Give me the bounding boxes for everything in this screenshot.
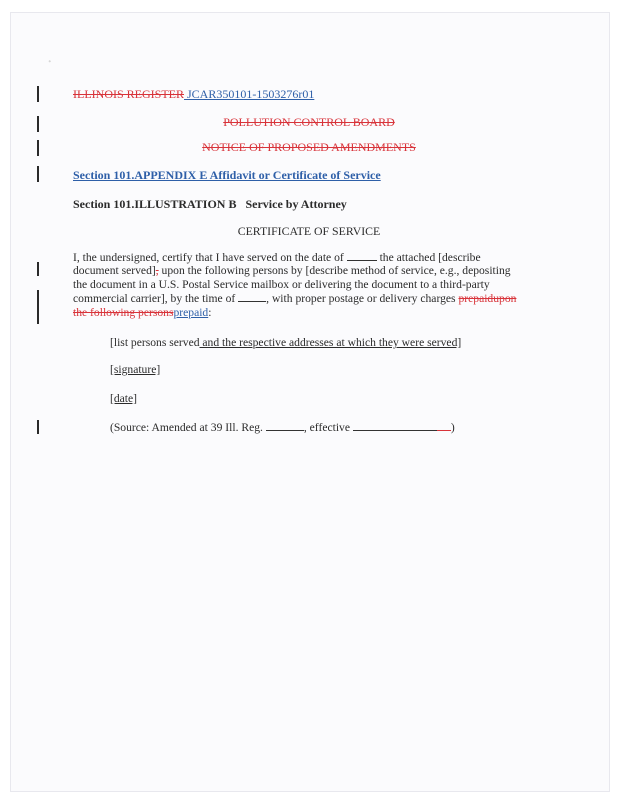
scan-mark: ᐩ xyxy=(48,58,52,68)
change-bar xyxy=(37,262,39,276)
change-bar xyxy=(37,290,39,324)
date-placeholder: [date] xyxy=(110,392,138,405)
list-persons: [list persons served and the respective addresses at which they were served] xyxy=(110,336,462,349)
register-deleted: ILLINOIS REGISTER xyxy=(73,87,184,101)
section-illustration-heading: Section 101.ILLUSTRATION B Service by Attorney xyxy=(73,197,347,211)
section-appendix-heading: Section 101.APPENDIX E Affidavit or Certificate of Service xyxy=(73,168,381,182)
document-page xyxy=(10,12,610,792)
certificate-title: CERTIFICATE OF SERVICE xyxy=(237,224,381,238)
change-bar xyxy=(37,86,39,102)
register-header xyxy=(73,87,314,101)
register-inserted: JCAR350101-1503276r01 xyxy=(187,87,315,101)
source-note: (Source: Amended at 39 Ill. Reg. , effective ) xyxy=(110,421,455,434)
notice-heading: NOTICE OF PROPOSED AMENDMENTS xyxy=(202,140,416,154)
board-heading: POLLUTION CONTROL BOARD xyxy=(223,115,395,129)
change-bar xyxy=(37,166,39,182)
change-bar xyxy=(37,420,39,434)
signature-placeholder: [signature] xyxy=(110,363,161,376)
certificate-body: I, the undersigned, certify that I have served on the date of the attached [describe document served], upon the following persons by [describe method of service, e.g., depositing the document in a U.S. Postal Service mailbox or delivering the document to a third-party commercial carrier], by the time of , with proper postage or delivery charges prepaidupon the following personsprepaid: xyxy=(73,251,517,319)
